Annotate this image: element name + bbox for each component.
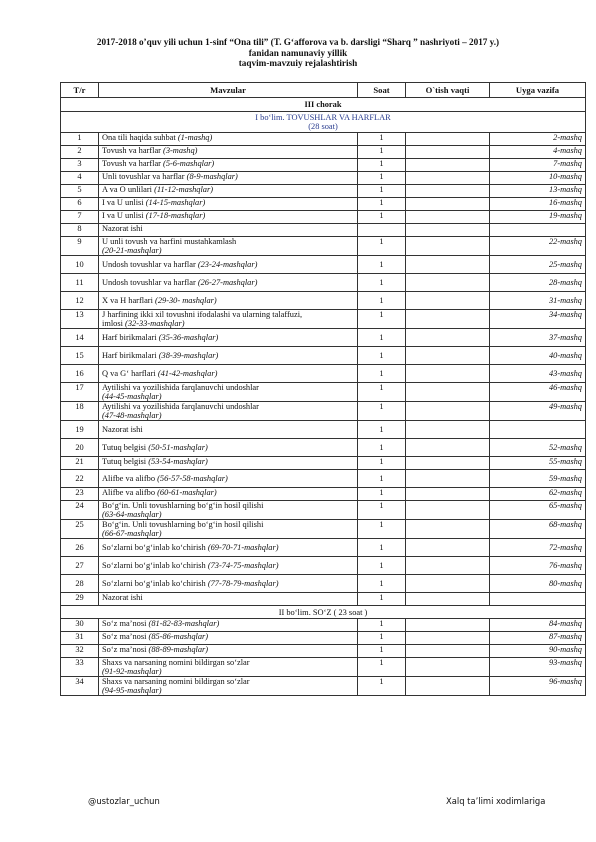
row-homework: 4-mashq	[490, 146, 586, 159]
topic-exercise-ref: (29-30- mashqlar)	[155, 296, 217, 305]
row-topic	[99, 488, 358, 501]
table-row	[61, 159, 586, 172]
topic-text: J harfining ikki xil tovushni ifodalashi va ularning talaffuzi,	[102, 310, 303, 319]
topic-text-line2: imlosi	[102, 319, 126, 328]
row-date	[406, 310, 490, 329]
table-header-row	[61, 83, 586, 98]
table-row	[61, 632, 586, 645]
row-hours: 1	[358, 146, 406, 159]
table-row	[61, 421, 586, 439]
table-row	[61, 237, 586, 256]
topic-exercise-ref: (14-15-mashqlar)	[145, 198, 206, 207]
row-hours: 1	[358, 470, 406, 488]
row-hours: 1	[358, 539, 406, 557]
row-homework: 72-mashq	[490, 539, 586, 557]
table-row	[61, 274, 586, 292]
row-number: 21	[61, 457, 99, 470]
row-hours: 1	[358, 677, 406, 696]
table-row	[61, 347, 586, 365]
table-row	[61, 133, 586, 146]
topic-exercise-ref: (23-24-mashqlar)	[197, 260, 258, 269]
table-row	[61, 539, 586, 557]
row-homework: 68-mashq	[490, 520, 586, 539]
chapter-1-title: I bo‘lim. TOVUSHLAR VA HARFLAR	[255, 113, 391, 122]
row-topic	[99, 619, 358, 632]
row-hours: 1	[358, 172, 406, 185]
topic-exercise-ref: (17-18-mashqlar)	[145, 211, 206, 220]
column-header-homework: Uyga vazifa	[490, 83, 586, 98]
row-topic	[99, 274, 358, 292]
row-topic	[99, 470, 358, 488]
row-homework: 43-mashq	[490, 365, 586, 383]
row-topic	[99, 198, 358, 211]
topic-text: Alifbe va alifbo	[102, 488, 158, 497]
row-hours: 1	[358, 292, 406, 310]
table-row	[61, 256, 586, 274]
row-hours: 1	[358, 347, 406, 365]
table-row	[61, 185, 586, 198]
table-row	[61, 211, 586, 224]
footer-right: Xalq ta’limi xodimlariga	[446, 796, 546, 806]
topic-text: U unli tovush va harfini mustahkamlash	[102, 237, 237, 246]
row-hours: 1	[358, 421, 406, 439]
topic-text: A va O unlilari	[102, 185, 155, 194]
row-hours: 1	[358, 185, 406, 198]
row-homework: 22-mashq	[490, 237, 586, 256]
row-topic	[99, 256, 358, 274]
table-row	[61, 520, 586, 539]
row-date	[406, 172, 490, 185]
topic-text: Q va G‘ harflari	[102, 369, 158, 378]
row-number: 7	[61, 211, 99, 224]
row-topic	[99, 539, 358, 557]
quarter-label: III chorak	[61, 98, 586, 112]
topic-exercise-ref: (88-89-mashqlar)	[148, 645, 209, 654]
row-date	[406, 457, 490, 470]
row-number: 26	[61, 539, 99, 557]
topic-exercise-ref-line2: (44-45-mashqlar)	[102, 392, 162, 401]
row-topic	[99, 421, 358, 439]
row-date	[406, 632, 490, 645]
row-hours: 1	[358, 619, 406, 632]
table-body	[61, 98, 586, 696]
topic-exercise-ref: (11-12-mashqlar)	[154, 185, 214, 194]
row-date	[406, 347, 490, 365]
heading-line-2: fanidan namunaviy yillik	[248, 47, 348, 58]
row-hours: 1	[358, 159, 406, 172]
topic-text: Tovush va harflar	[102, 146, 164, 155]
table-row	[61, 593, 586, 606]
row-number: 6	[61, 198, 99, 211]
topic-exercise-ref-line2: (20-21-mashqlar)	[102, 246, 162, 255]
row-topic	[99, 172, 358, 185]
row-hours: 1	[358, 237, 406, 256]
topic-text: Aytilishi va yozilishida farqlanuvchi undoshlar	[102, 402, 259, 411]
topic-exercise-ref-line2: (91-92-mashqlar)	[102, 667, 162, 676]
row-number: 3	[61, 159, 99, 172]
row-homework: 7-mashq	[490, 159, 586, 172]
row-homework: 19-mashq	[490, 211, 586, 224]
row-homework	[490, 421, 586, 439]
topic-exercise-ref: (38-39-mashqlar)	[158, 351, 219, 360]
row-date	[406, 520, 490, 539]
row-number: 29	[61, 593, 99, 606]
heading-line-1: 2017-2018 o’quv yili uchun 1-sinf “Ona tili” (T. G‘afforova va b. darsligi “Sharq ” nashriyoti – 2017 y.)	[96, 37, 500, 47]
row-hours: 1	[358, 439, 406, 457]
chapter-1-row	[61, 112, 586, 133]
topic-text: Undosh tovushlar va harflar	[102, 278, 198, 287]
row-hours: 1	[358, 457, 406, 470]
row-number: 4	[61, 172, 99, 185]
table-row	[61, 172, 586, 185]
row-number: 14	[61, 329, 99, 347]
chapter-2-title: II bo‘lim. SO‘Z ( 23 soat )	[61, 606, 586, 619]
row-homework: 90-mashq	[490, 645, 586, 658]
row-topic	[99, 329, 358, 347]
topic-text: Bo‘g‘in. Unli tovushlarning bo‘g‘in hosil qilishi	[102, 520, 264, 529]
row-number: 31	[61, 632, 99, 645]
row-topic	[99, 347, 358, 365]
row-number: 32	[61, 645, 99, 658]
row-hours: 1	[358, 488, 406, 501]
topic-text: Aytilishi va yozilishida farqlanuvchi undoshlar	[102, 383, 259, 392]
row-hours: 1	[358, 645, 406, 658]
row-topic	[99, 402, 358, 421]
table-row	[61, 146, 586, 159]
row-homework: 52-mashq	[490, 439, 586, 457]
row-number: 30	[61, 619, 99, 632]
row-homework: 31-mashq	[490, 292, 586, 310]
topic-text: Shaxs va narsaning nomini bildirgan so‘zlar	[102, 677, 250, 686]
row-date	[406, 501, 490, 520]
table-row	[61, 439, 586, 457]
row-number: 12	[61, 292, 99, 310]
topic-exercise-ref: (81-82-83-mashqlar)	[148, 619, 220, 628]
topic-text: Harf birikmalari	[102, 333, 159, 342]
row-homework: 62-mashq	[490, 488, 586, 501]
row-topic	[99, 658, 358, 677]
topic-exercise-ref-line2: (47-48-mashqlar)	[102, 411, 162, 420]
chapter-2-row	[61, 606, 586, 619]
row-homework	[490, 224, 586, 237]
row-homework: 96-mashq	[490, 677, 586, 696]
row-number: 13	[61, 310, 99, 329]
row-hours: 1	[358, 256, 406, 274]
row-date	[406, 159, 490, 172]
topic-text: Nazorat ishi	[102, 224, 143, 233]
topic-text: Bo‘g‘in. Unli tovushlarning bo‘g‘in hosil qilishi	[102, 501, 264, 510]
topic-exercise-ref: (85-86-mashqlar)	[148, 632, 209, 641]
row-topic	[99, 439, 358, 457]
row-number: 9	[61, 237, 99, 256]
topic-exercise-ref-line2: (66-67-mashqlar)	[102, 529, 162, 538]
row-homework: 28-mashq	[490, 274, 586, 292]
topic-exercise-ref: (26-27-mashqlar)	[197, 278, 258, 287]
table-row	[61, 658, 586, 677]
table-row	[61, 457, 586, 470]
row-date	[406, 383, 490, 402]
table-row	[61, 198, 586, 211]
row-date	[406, 211, 490, 224]
row-number: 24	[61, 501, 99, 520]
row-homework: 10-mashq	[490, 172, 586, 185]
row-number: 22	[61, 470, 99, 488]
row-date	[406, 185, 490, 198]
row-number: 10	[61, 256, 99, 274]
topic-text: Tutuq belgisi	[102, 457, 149, 466]
row-homework: 55-mashq	[490, 457, 586, 470]
topic-text: Alifbe va alifbo	[102, 474, 158, 483]
topic-text: Ona tili haqida suhbat	[102, 133, 178, 142]
row-hours: 1	[358, 520, 406, 539]
column-header-date: O`tish vaqti	[406, 83, 490, 98]
row-number: 33	[61, 658, 99, 677]
table-row	[61, 292, 586, 310]
topic-exercise-ref-line2: (63-64-mashqlar)	[102, 510, 162, 519]
row-topic	[99, 224, 358, 237]
row-date	[406, 365, 490, 383]
row-number: 5	[61, 185, 99, 198]
row-number: 28	[61, 575, 99, 593]
row-date	[406, 439, 490, 457]
row-date	[406, 619, 490, 632]
row-topic	[99, 593, 358, 606]
topic-exercise-ref-line2: (32-33-mashqlar)	[125, 319, 185, 328]
topic-text: So‘z ma’nosi	[102, 645, 149, 654]
topic-text: Nazorat ishi	[102, 593, 143, 602]
row-homework: 16-mashq	[490, 198, 586, 211]
row-hours: 1	[358, 211, 406, 224]
row-hours: 1	[358, 658, 406, 677]
row-homework: 59-mashq	[490, 470, 586, 488]
row-date	[406, 198, 490, 211]
row-topic	[99, 632, 358, 645]
row-date	[406, 677, 490, 696]
row-date	[406, 421, 490, 439]
row-topic	[99, 520, 358, 539]
row-homework: 25-mashq	[490, 256, 586, 274]
row-date	[406, 488, 490, 501]
row-hours: 1	[358, 501, 406, 520]
row-topic	[99, 185, 358, 198]
topic-text: So‘z ma’nosi	[102, 632, 149, 641]
topic-exercise-ref-line2: (94-95-mashqlar)	[102, 686, 162, 695]
row-number: 18	[61, 402, 99, 421]
topic-exercise-ref: (56-57-58-mashqlar)	[157, 474, 228, 483]
row-date	[406, 539, 490, 557]
row-homework: 87-mashq	[490, 632, 586, 645]
row-number: 8	[61, 224, 99, 237]
row-hours: 1	[358, 593, 406, 606]
row-date	[406, 557, 490, 575]
row-topic	[99, 292, 358, 310]
topic-exercise-ref: (1-mashq)	[177, 133, 213, 142]
topic-text: Harf birikmalari	[102, 351, 159, 360]
column-header-hours: Soat	[358, 83, 406, 98]
row-homework: 84-mashq	[490, 619, 586, 632]
column-header-topic: Mavzular	[99, 83, 358, 98]
row-hours: 1	[358, 383, 406, 402]
topic-exercise-ref: (35-36-mashqlar)	[158, 333, 219, 342]
row-homework: 76-mashq	[490, 557, 586, 575]
row-homework	[490, 593, 586, 606]
topic-text: So‘zlarni bo‘g‘inlab ko‘chirish	[102, 543, 208, 552]
heading-line-3: taqvim-mavzuiy rejalashtirish	[238, 58, 358, 68]
topic-text: Tutuq belgisi	[102, 443, 149, 452]
table-row	[61, 383, 586, 402]
row-topic	[99, 645, 358, 658]
table-row	[61, 224, 586, 237]
row-number: 2	[61, 146, 99, 159]
topic-text: Shaxs va narsaning nomini bildirgan so‘zlar	[102, 658, 250, 667]
table-row	[61, 645, 586, 658]
row-hours: 1	[358, 402, 406, 421]
row-hours: 1	[358, 329, 406, 347]
topic-exercise-ref: (69-70-71-mashqlar)	[207, 543, 279, 552]
row-topic	[99, 677, 358, 696]
topic-exercise-ref: (5-6-mashqlar)	[163, 159, 215, 168]
row-date	[406, 329, 490, 347]
row-hours: 1	[358, 575, 406, 593]
row-hours: 1	[358, 310, 406, 329]
row-date	[406, 470, 490, 488]
row-hours: 1	[358, 632, 406, 645]
topic-exercise-ref: (77-78-79-mashqlar)	[207, 579, 279, 588]
row-homework: 34-mashq	[490, 310, 586, 329]
row-homework: 2-mashq	[490, 133, 586, 146]
row-number: 27	[61, 557, 99, 575]
row-homework: 40-mashq	[490, 347, 586, 365]
row-date	[406, 402, 490, 421]
topic-text: X va H harflari	[102, 296, 156, 305]
topic-exercise-ref: (8-9-mashqlar)	[186, 172, 238, 181]
row-topic	[99, 383, 358, 402]
row-number: 25	[61, 520, 99, 539]
row-topic	[99, 159, 358, 172]
row-homework: 93-mashq	[490, 658, 586, 677]
row-topic	[99, 146, 358, 159]
row-homework: 65-mashq	[490, 501, 586, 520]
row-topic	[99, 237, 358, 256]
table-row	[61, 365, 586, 383]
topic-exercise-ref: (3-mashq)	[163, 146, 198, 155]
topic-text: I va U unlisi	[102, 198, 146, 207]
quarter-row	[61, 98, 586, 112]
document-heading	[60, 37, 536, 69]
topic-text: So‘zlarni bo‘g‘inlab ko‘chirish	[102, 561, 208, 570]
row-date	[406, 133, 490, 146]
row-date	[406, 146, 490, 159]
lesson-plan-table	[60, 82, 586, 696]
row-topic	[99, 310, 358, 329]
row-number: 11	[61, 274, 99, 292]
row-homework: 13-mashq	[490, 185, 586, 198]
row-homework: 37-mashq	[490, 329, 586, 347]
table-row	[61, 329, 586, 347]
table-row	[61, 402, 586, 421]
row-topic	[99, 557, 358, 575]
row-hours: 1	[358, 133, 406, 146]
row-number: 15	[61, 347, 99, 365]
row-date	[406, 237, 490, 256]
chapter-1-hours: (28 soat)	[308, 122, 338, 131]
row-hours: 1	[358, 274, 406, 292]
row-topic	[99, 501, 358, 520]
table-row	[61, 488, 586, 501]
row-topic	[99, 457, 358, 470]
row-date	[406, 645, 490, 658]
row-date	[406, 593, 490, 606]
row-topic	[99, 365, 358, 383]
row-number: 19	[61, 421, 99, 439]
table-row	[61, 619, 586, 632]
topic-text: Tovush va harflar	[102, 159, 164, 168]
row-number: 17	[61, 383, 99, 402]
row-date	[406, 256, 490, 274]
table-row	[61, 677, 586, 696]
topic-exercise-ref: (73-74-75-mashqlar)	[207, 561, 279, 570]
column-header-num: T/r	[61, 83, 99, 98]
topic-exercise-ref: (60-61-mashqlar)	[157, 488, 217, 497]
row-hours: 1	[358, 198, 406, 211]
table-row	[61, 501, 586, 520]
row-homework: 49-mashq	[490, 402, 586, 421]
row-date	[406, 292, 490, 310]
row-hours: 1	[358, 365, 406, 383]
table-row	[61, 557, 586, 575]
topic-exercise-ref: (50-51-mashqlar)	[148, 443, 208, 452]
table-row	[61, 470, 586, 488]
row-hours: 1	[358, 557, 406, 575]
topic-text: I va U unlisi	[102, 211, 146, 220]
topic-exercise-ref: (41-42-mashqlar)	[157, 369, 218, 378]
topic-text: Nazorat ishi	[102, 425, 143, 434]
topic-text: So‘zlarni bo‘g‘inlab ko‘chirish	[102, 579, 208, 588]
row-number: 16	[61, 365, 99, 383]
footer-left: @ustozlar_uchun	[88, 796, 160, 806]
row-number: 20	[61, 439, 99, 457]
topic-text: So‘z ma’nosi	[102, 619, 149, 628]
row-date	[406, 658, 490, 677]
row-topic	[99, 133, 358, 146]
row-topic	[99, 575, 358, 593]
row-homework: 80-mashq	[490, 575, 586, 593]
row-homework: 46-mashq	[490, 383, 586, 402]
topic-exercise-ref: (53-54-mashqlar)	[148, 457, 208, 466]
row-number: 1	[61, 133, 99, 146]
chapter-1-cell	[61, 112, 586, 133]
row-number: 34	[61, 677, 99, 696]
topic-text: Undosh tovushlar va harflar	[102, 260, 198, 269]
row-date	[406, 575, 490, 593]
row-date	[406, 224, 490, 237]
row-topic	[99, 211, 358, 224]
row-date	[406, 274, 490, 292]
table-row	[61, 575, 586, 593]
topic-text: Unli tovushlar va harflar	[102, 172, 187, 181]
row-hours	[358, 224, 406, 237]
row-number: 23	[61, 488, 99, 501]
table-row	[61, 310, 586, 329]
